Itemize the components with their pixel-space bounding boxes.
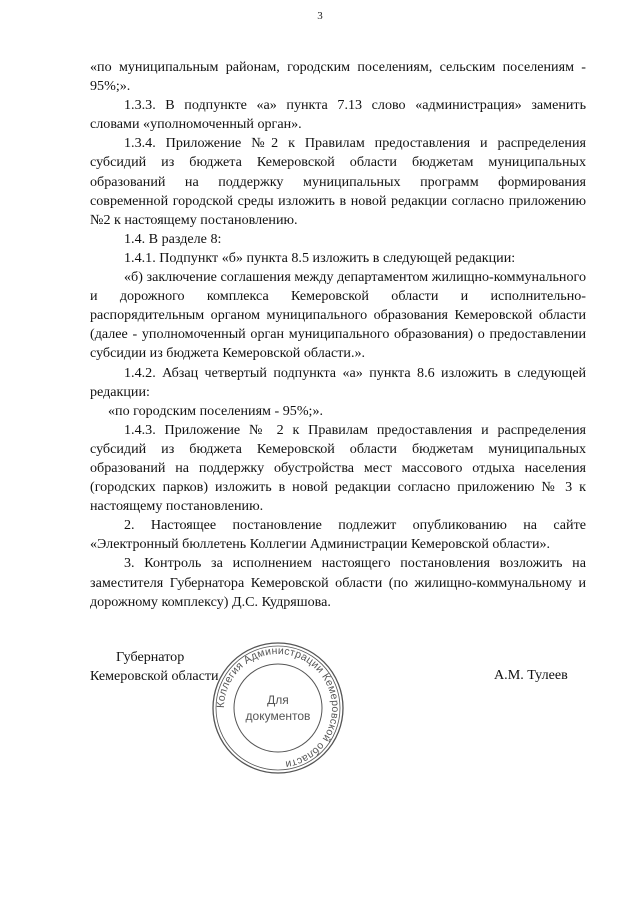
stamp-inner-line2: документов (245, 709, 311, 723)
paragraph: 2. Настоящее постановление подлежит опубликованию на сайте «Электронный бюллетень Коллегии Администрации Кемеровской области». (90, 517, 586, 553)
official-stamp (210, 640, 346, 776)
paragraph: «по городским поселениям - 95%;». (108, 402, 324, 419)
paragraph: 1.4. В разделе 8: (124, 230, 222, 247)
signatory-title: Губернатор (116, 649, 185, 665)
paragraph: 1.4.2. Абзац четвертый подпункта «а» пункта 8.6 изложить в следующей редакции: (90, 364, 586, 400)
paragraph: 1.3.3. В подпункте «а» пункта 7.13 слово «администрация» заменить словами «уполномоченный орган». (90, 97, 586, 133)
signatory-region: Кемеровской области (90, 668, 219, 684)
paragraph: «по муниципальным районам, городским поселениям, сельским поселениям - 95%;». (90, 59, 586, 95)
document-body (90, 58, 586, 612)
signatory-position (90, 648, 219, 686)
paragraph: 1.4.3. Приложение № 2 к Правилам предоставления и распределения субсидий из бюджета Кемеровской области бюджетам муниципальных образований на поддержку обустройства мест массового отдыха населения (городских парков) изложить в новой редакции согласно приложению № 3 к настоящему постановлению. (90, 421, 586, 515)
paragraph: 1.3.4. Приложение №2 к Правилам предоставления и распределения субсидий из бюджета Кемеровской области бюджетам муниципальных образований на поддержку муниципальных программ формирования современной городской среды изложить в новой редакции согласно приложению №2 к настоящему постановлению. (90, 135, 586, 228)
paragraph: 1.4.1. Подпункт «б» пункта 8.5 изложить в следующей редакции: (124, 249, 516, 266)
signatory-name: А.М. Тулеев (494, 667, 568, 683)
paragraph: 3. Контроль за исполнением настоящего постановления возложить на заместителя Губернатора Кемеровской области (по жилищно-коммунальному и дорожному комплексу) Д.С. Кудряшова. (90, 555, 586, 610)
stamp-inner-line1: Для (267, 693, 289, 707)
stamp-ring-text: Коллегия Администрации Кемеровской области (214, 644, 342, 771)
page-number: 3 (317, 10, 323, 22)
paragraph: «б) заключение соглашения между департаментом жилищно-коммунального и дорожного комплекса Кемеровской области и исполнительно-распорядительным органом муниципального образования Кемеровской области (далее - уполномоченный орган муниципального образования) о предоставлении субсидии из бюджета Кемеровской области.». (90, 269, 586, 362)
